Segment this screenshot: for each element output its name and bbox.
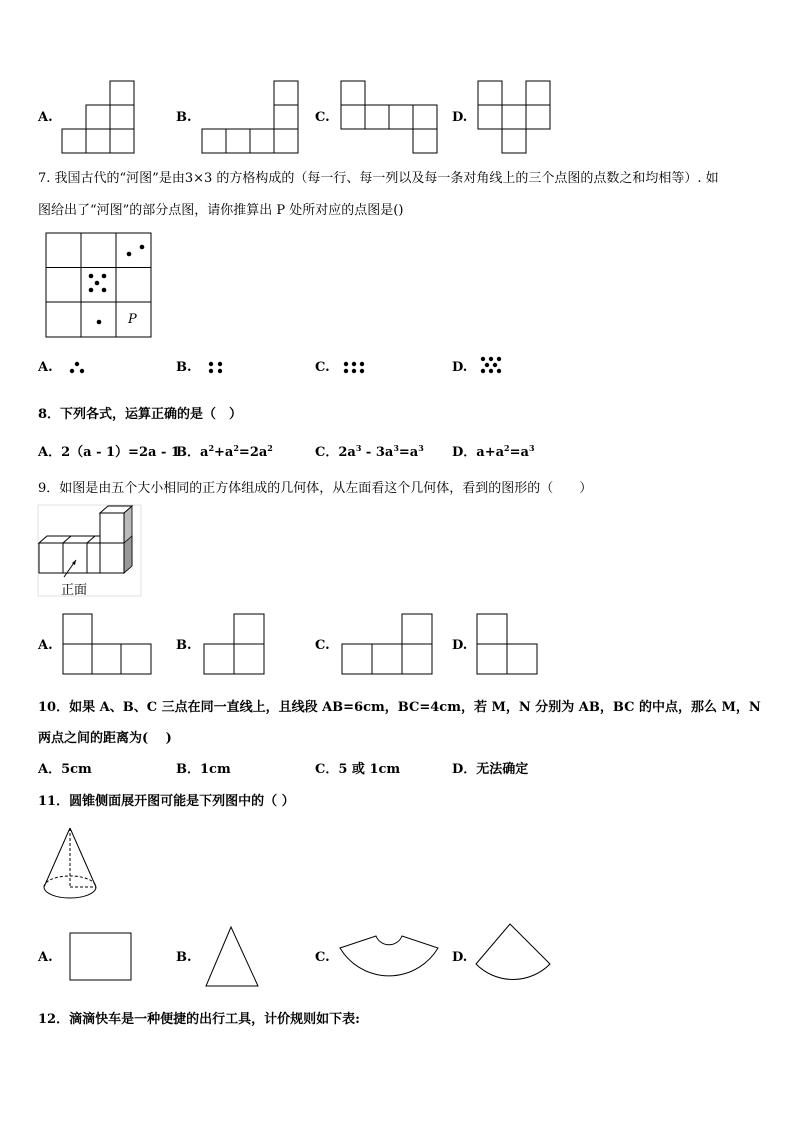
q8-d-exp: 2 bbox=[504, 443, 510, 453]
q9-option-c-view bbox=[341, 613, 435, 675]
q8-option-b bbox=[176, 441, 273, 460]
q9-option-a-view bbox=[62, 613, 154, 675]
q10-option-a-letter: A． bbox=[38, 762, 62, 777]
q11-option-a-label: A. bbox=[38, 950, 53, 965]
q9-option-d-label: D. bbox=[452, 638, 468, 653]
net-option-b bbox=[200, 80, 300, 155]
option-c-label: C. bbox=[315, 110, 330, 125]
q8-option-c bbox=[315, 441, 424, 460]
q8-c-exp: 3 bbox=[418, 443, 424, 453]
q10-stem-line1: 10．如果 A、B、C 三点在同一直线上，且线段 AB=6cm，BC=4cm，若 M，N 分别为 AB，BC 的中点，那么 M，N bbox=[38, 700, 761, 715]
q8-c-exp: 3 bbox=[355, 443, 362, 453]
q10-option-a-text: 5cm bbox=[61, 762, 92, 777]
option-d-label: D. bbox=[452, 110, 468, 125]
front-label: 正面 bbox=[61, 583, 88, 598]
q10-option-b-text: 1cm bbox=[200, 762, 231, 777]
q10-option-d-text: 无法确定 bbox=[476, 762, 529, 777]
net-option-a bbox=[62, 80, 138, 155]
q8-b-term: a bbox=[200, 445, 209, 460]
q10-option-d-letter: D． bbox=[452, 762, 477, 777]
net-option-c bbox=[340, 80, 440, 155]
q9-option-d-view bbox=[476, 613, 540, 675]
q10-stem-line2: 两点之间的距离为( ) bbox=[38, 731, 172, 746]
option-a-label: A. bbox=[38, 110, 53, 125]
q8-b-term: +a bbox=[214, 445, 234, 460]
q12-stem: 12．滴滴快车是一种便捷的出行工具，计价规则如下表: bbox=[38, 1012, 360, 1027]
q8-c-term: =a bbox=[398, 445, 419, 460]
q10-option-c-letter: C． bbox=[315, 762, 339, 777]
q8-option-a-text: 2（a - 1）=2a - 1 bbox=[61, 445, 180, 460]
q11-option-d-label: D. bbox=[452, 950, 468, 965]
q9-option-c-label: C. bbox=[315, 638, 330, 653]
q9-option-a-label: A. bbox=[38, 638, 53, 653]
q7-option-d-dots bbox=[479, 355, 505, 377]
q10-option-c bbox=[315, 758, 400, 777]
q11-stem: 11．圆锥侧面展开图可能是下列图中的（ ） bbox=[38, 794, 295, 809]
option-b-label: B. bbox=[176, 110, 192, 125]
q7-option-c-label: C. bbox=[315, 360, 330, 375]
q9-option-b-label: B. bbox=[176, 638, 192, 653]
rectangle-shape bbox=[69, 932, 133, 982]
q11-option-c-label: C. bbox=[315, 950, 330, 965]
q8-option-d bbox=[452, 441, 535, 460]
cube-solid-figure bbox=[38, 505, 142, 597]
q7-option-a-dots bbox=[68, 360, 88, 376]
q10-option-a bbox=[38, 758, 92, 777]
q7-stem-line1: 7. 我国古代的“河图”是由3×3 的方格构成的（每一行、每一列以及每一条对角线上的三个点图的点数之和均相等）. 如 bbox=[38, 171, 719, 186]
p-label: P bbox=[128, 312, 137, 327]
q8-option-b-letter: B． bbox=[176, 445, 200, 460]
q8-option-a-letter: A． bbox=[38, 445, 62, 460]
q8-option-a bbox=[38, 441, 180, 460]
q8-b-exp: 2 bbox=[233, 443, 239, 453]
q8-option-d-letter: D． bbox=[452, 445, 477, 460]
q7-stem-line2: 图给出了“河图”的部分点图，请你推算出 P 处所对应的点图是() bbox=[38, 203, 404, 218]
cone-figure bbox=[42, 826, 102, 904]
q10-option-d bbox=[452, 758, 528, 777]
q8-stem: 8．下列各式，运算正确的是（ ） bbox=[38, 407, 243, 422]
q10-option-b bbox=[176, 758, 231, 777]
q10-option-c-text: 5 或 1cm bbox=[338, 762, 401, 777]
q8-option-c-letter: C． bbox=[315, 445, 339, 460]
q7-option-b-dots bbox=[206, 360, 226, 376]
q8-d-term: a+a bbox=[476, 445, 505, 460]
q9-stem: 9．如图是由五个大小相同的正方体组成的几何体，从左面看这个几何体，看到的图形的（ ） bbox=[38, 481, 593, 496]
q8-d-exp: 3 bbox=[528, 443, 535, 453]
q7-option-d-label: D. bbox=[452, 360, 468, 375]
net-option-d bbox=[477, 80, 553, 155]
q9-option-b-view bbox=[203, 613, 267, 675]
sector-shape bbox=[474, 922, 554, 986]
q7-option-b-label: B. bbox=[176, 360, 192, 375]
q11-option-b-label: B. bbox=[176, 950, 192, 965]
q8-c-exp: 3 bbox=[393, 443, 399, 453]
q7-option-a-label: A. bbox=[38, 360, 53, 375]
q8-b-term: =2a bbox=[238, 445, 268, 460]
triangle-shape bbox=[204, 926, 260, 988]
q8-b-exp: 2 bbox=[208, 443, 215, 453]
q8-c-term: - 3a bbox=[361, 445, 394, 460]
annular-sector-shape bbox=[338, 934, 440, 984]
q8-b-exp: 2 bbox=[267, 443, 273, 453]
q8-d-term: =a bbox=[509, 445, 529, 460]
q8-c-term: 2a bbox=[338, 445, 356, 460]
q10-option-b-letter: B． bbox=[176, 762, 200, 777]
q7-option-c-dots bbox=[342, 360, 370, 376]
